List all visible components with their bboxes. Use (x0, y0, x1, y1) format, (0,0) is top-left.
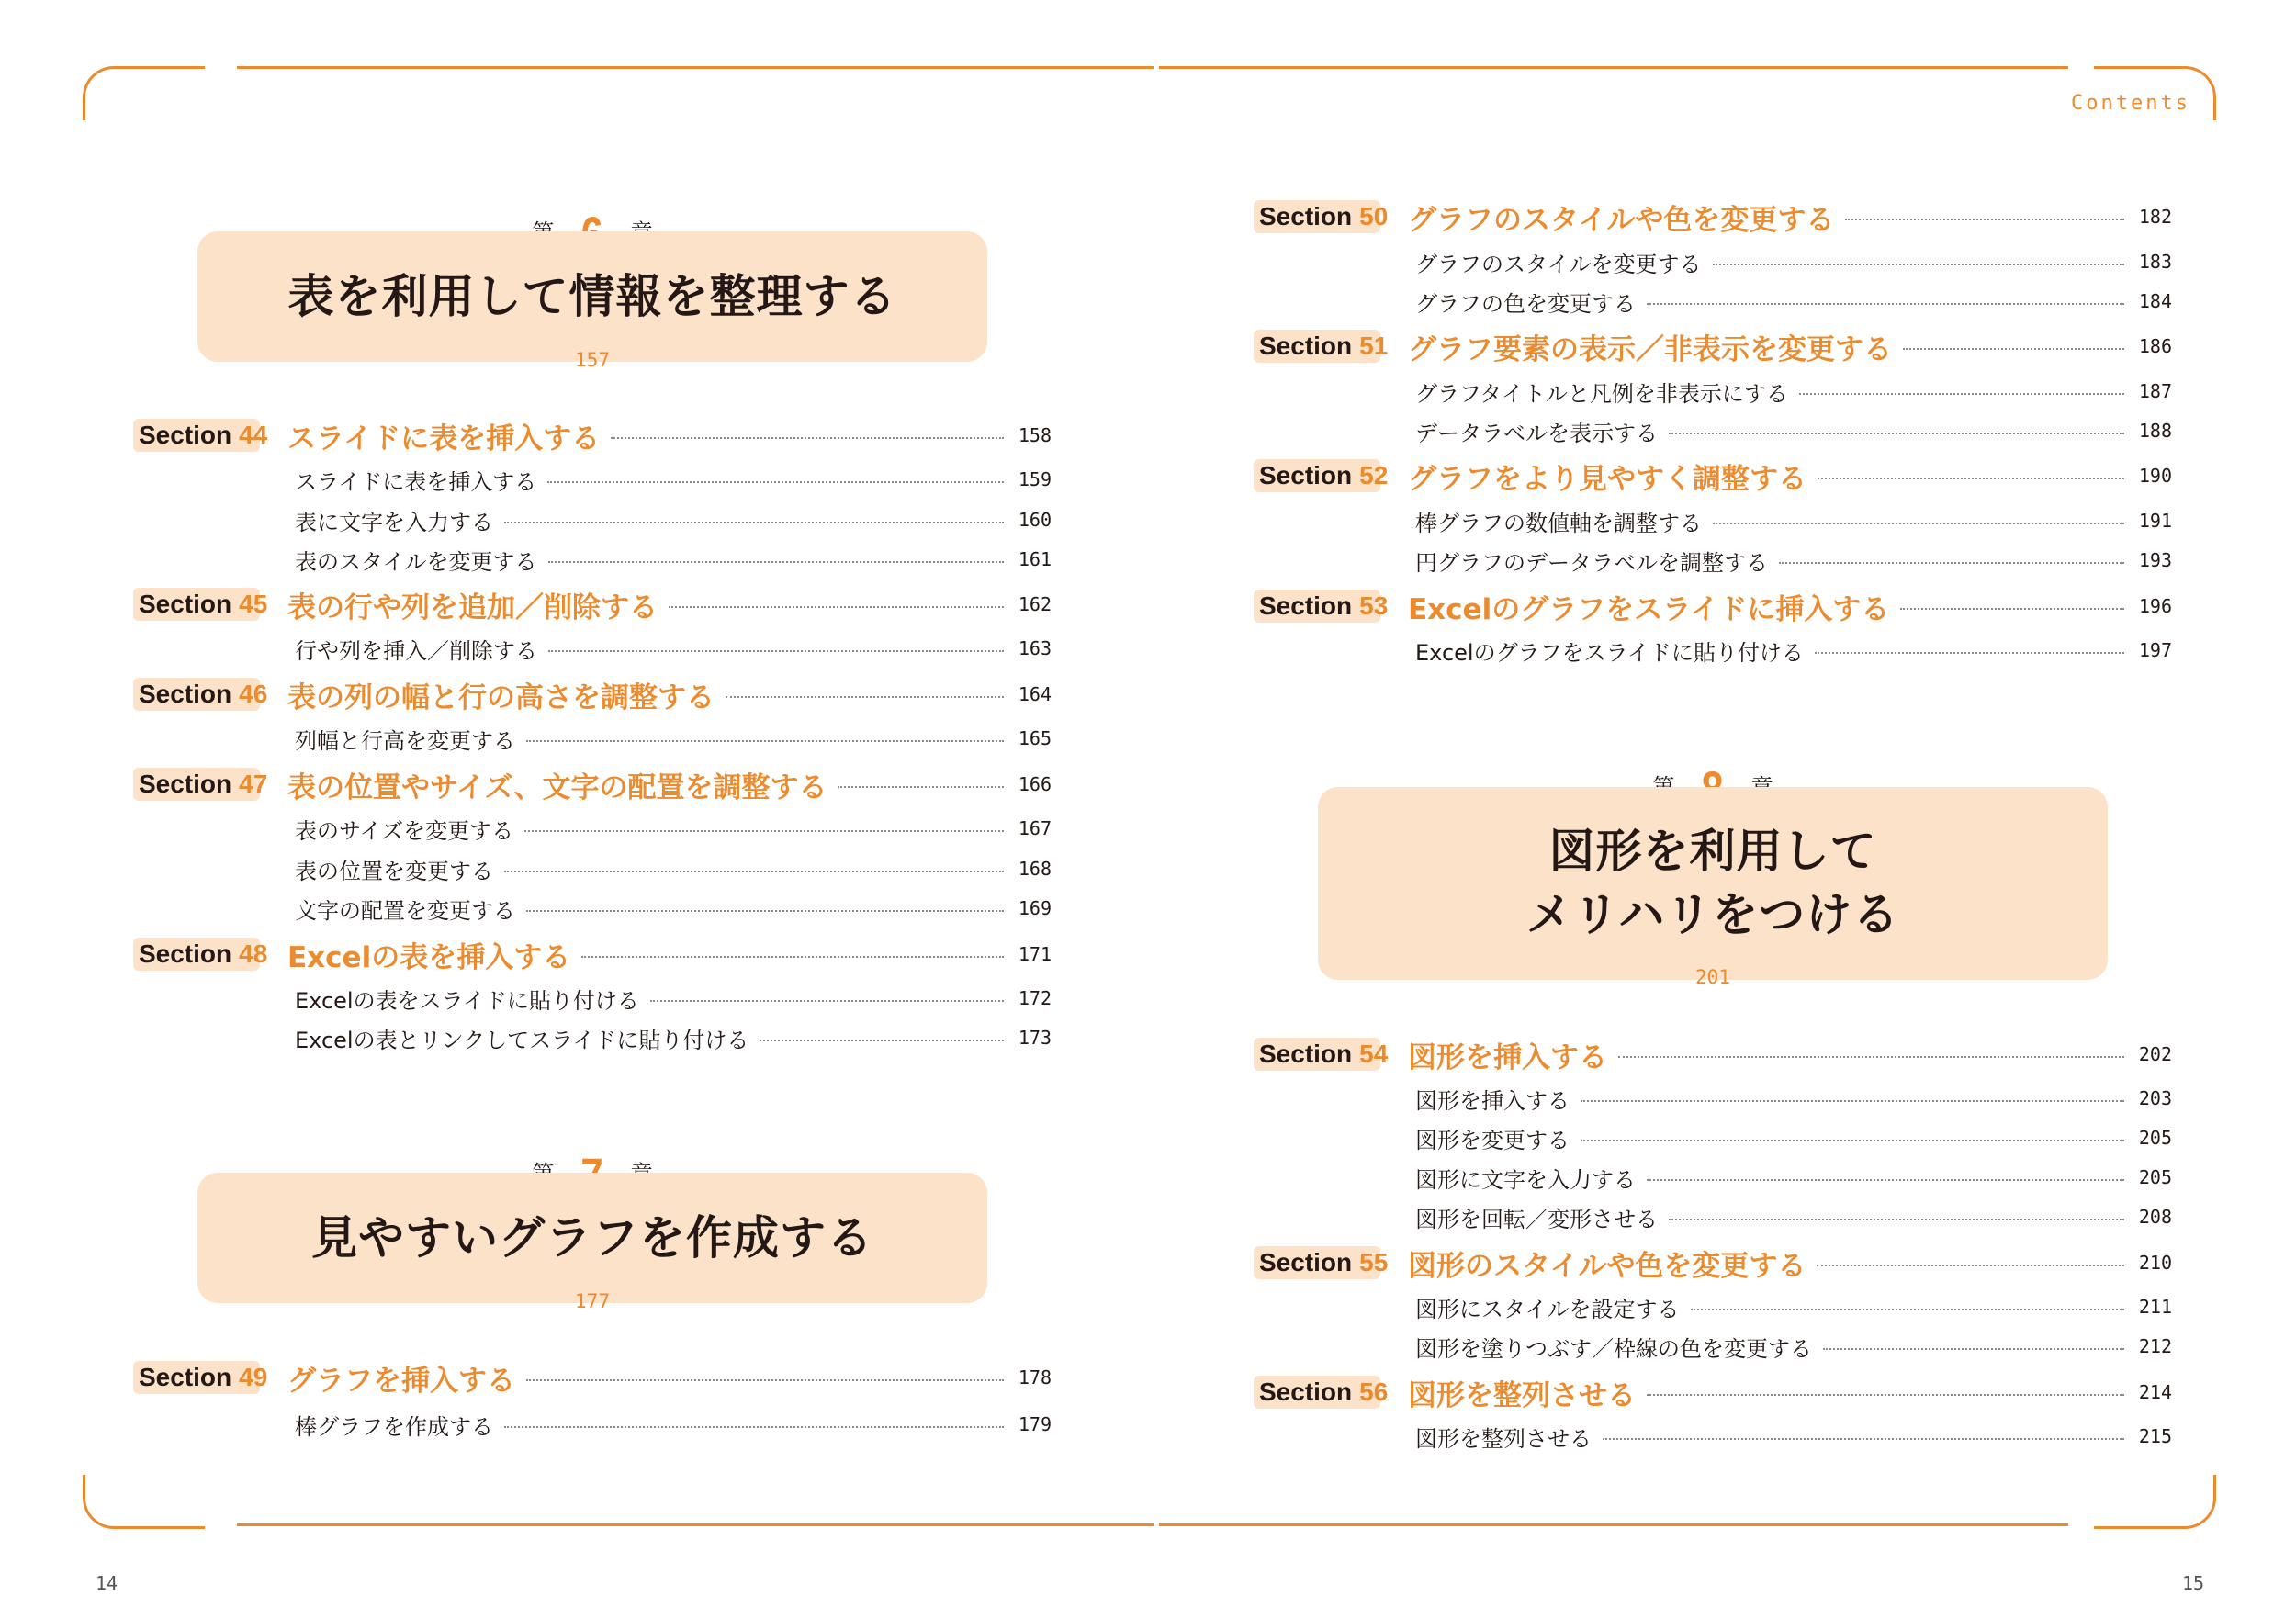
section-word: Section (1259, 1040, 1353, 1068)
section-tag (133, 1361, 268, 1394)
chapter-title-box (197, 231, 987, 362)
dot-leader (1799, 393, 2124, 395)
frame-corner-bottom-right (2094, 1475, 2216, 1529)
dot-leader (726, 696, 1004, 698)
section-number: 45 (239, 590, 268, 618)
dot-leader (1647, 303, 2124, 305)
toc-section-row[interactable] (1254, 1036, 2172, 1073)
section-number: 50 (1359, 202, 1389, 230)
dot-leader (1581, 1140, 2124, 1141)
toc-item-row[interactable] (1254, 1198, 2172, 1235)
item-title: 図形に文字を入力する (1415, 1166, 1636, 1193)
item-title: 表のスタイルを変更する (295, 548, 537, 575)
dot-leader (548, 650, 1004, 652)
section-word: Section (139, 680, 232, 708)
section-word: Section (139, 770, 232, 798)
page-ref: 164 (1018, 683, 1052, 705)
page-ref: 203 (2138, 1087, 2172, 1109)
item-title: 図形を整列させる (1415, 1425, 1592, 1452)
item-title: Excelの表をスライドに貼り付ける (295, 987, 639, 1014)
section-word: Section (1259, 202, 1353, 230)
section-tag (1254, 1246, 1389, 1279)
section-word: Section (139, 421, 232, 449)
item-title: 列幅と行高を変更する (295, 727, 515, 754)
contents-label: Contents (2071, 92, 2190, 115)
toc-item-row[interactable] (1254, 243, 2172, 280)
section-number: 46 (239, 680, 268, 708)
dot-leader (1713, 264, 2124, 265)
item-title: Excelのグラフをスライドに貼り付ける (1415, 639, 1804, 666)
item-title: 表に文字を入力する (295, 509, 493, 535)
page-ref: 214 (2138, 1381, 2172, 1403)
frame-rule-bottom-right (1159, 1523, 2068, 1526)
toc-item-row[interactable] (133, 890, 1052, 927)
page-ref: 161 (1018, 548, 1052, 570)
dot-leader (526, 1379, 1004, 1381)
section-number: 44 (239, 421, 268, 449)
page-ref: 202 (2138, 1043, 2172, 1065)
frame-corner-top-left (83, 66, 205, 120)
section-word: Section (139, 1363, 232, 1391)
item-title: 図形にスタイルを設定する (1415, 1296, 1680, 1322)
page-ref: 162 (1018, 593, 1052, 615)
section-title: 表の位置やサイズ、文字の配置を調整する (287, 770, 827, 804)
dot-leader (548, 561, 1004, 563)
toc-section-row[interactable] (1254, 198, 2172, 235)
page-ref: 158 (1018, 424, 1052, 446)
page-ref: 187 (2138, 380, 2172, 402)
toc-item-row[interactable] (133, 501, 1052, 538)
toc-section-row[interactable] (133, 766, 1052, 803)
toc-item-row[interactable] (1254, 1080, 2172, 1117)
dot-leader (1669, 433, 2124, 434)
dot-leader (1581, 1100, 2124, 1102)
dot-leader (524, 830, 1004, 832)
chapter-title-line-1: 図形を利用して (1548, 825, 1877, 878)
item-title: グラフタイトルと凡例を非表示にする (1415, 380, 1788, 407)
toc-section-row[interactable] (1254, 588, 2172, 624)
toc-item-row[interactable] (1254, 1159, 2172, 1196)
toc-section-row[interactable] (1254, 1244, 2172, 1281)
toc-item-row[interactable] (1254, 632, 2172, 669)
item-title: 表の位置を変更する (295, 858, 493, 884)
chapter-title-box (1318, 787, 2108, 980)
page-ref: 178 (1018, 1366, 1052, 1389)
page-ref: 186 (2138, 335, 2172, 357)
chapter-page: 201 (1695, 966, 1730, 988)
item-title: スライドに表を挿入する (295, 468, 537, 495)
page-ref: 171 (1018, 943, 1052, 965)
section-tag (133, 678, 268, 711)
item-title: 表のサイズを変更する (295, 817, 514, 844)
dot-leader (611, 437, 1004, 439)
dot-leader (760, 1040, 1004, 1041)
section-number: 55 (1359, 1248, 1389, 1276)
dot-leader (1647, 1394, 2124, 1396)
dot-leader (1818, 478, 2124, 479)
frame-rule-bottom-left (237, 1523, 1154, 1526)
section-title: 表の列の幅と行の高さを調整する (287, 680, 715, 714)
frame-rule-top-left (237, 66, 1154, 69)
page-ref: 193 (2138, 549, 2172, 571)
item-title: 図形を塗りつぶす／枠線の色を変更する (1415, 1335, 1812, 1362)
dot-leader (1713, 523, 2124, 524)
dot-leader (504, 871, 1004, 872)
page-ref: 184 (2138, 290, 2172, 312)
toc-item-row[interactable] (133, 1406, 1052, 1443)
chapter-page: 177 (575, 1290, 610, 1312)
page-ref: 215 (2138, 1425, 2172, 1447)
toc-section-row[interactable] (133, 417, 1052, 454)
section-word: Section (1259, 1248, 1353, 1276)
section-number: 56 (1359, 1377, 1389, 1406)
frame-rule-top-right (1159, 66, 2068, 69)
dot-leader (1669, 1219, 2124, 1220)
toc-section-row[interactable] (133, 676, 1052, 713)
page-ref: 205 (2138, 1166, 2172, 1188)
dot-leader (547, 481, 1004, 483)
page-ref: 190 (2138, 465, 2172, 487)
dot-leader (1845, 219, 2124, 220)
page-ref: 212 (2138, 1335, 2172, 1357)
toc-item-row[interactable] (1254, 502, 2172, 539)
section-word: Section (1259, 1377, 1353, 1406)
item-title: グラフのスタイルを変更する (1415, 251, 1702, 277)
toc-item-row[interactable] (133, 810, 1052, 847)
section-tag (1254, 459, 1389, 492)
page-ref: 211 (2138, 1296, 2172, 1318)
page-ref: 191 (2138, 510, 2172, 532)
toc-item-row[interactable] (133, 541, 1052, 578)
toc-item-row[interactable] (1254, 542, 2172, 579)
dot-leader (669, 606, 1004, 608)
chapter-title-line-2: メリハリをつける (1525, 888, 1900, 941)
page-number-right: 15 (2182, 1572, 2205, 1594)
page-ref: 160 (1018, 509, 1052, 531)
dot-leader (650, 1000, 1004, 1002)
item-title: データラベルを表示する (1415, 420, 1658, 446)
item-title: Excelの表とリンクしてスライドに貼り付ける (295, 1027, 749, 1053)
toc-item-row[interactable] (1254, 1418, 2172, 1455)
section-title: グラフをより見やすく調整する (1408, 462, 1806, 496)
section-title: 表の行や列を追加／削除する (287, 590, 658, 624)
section-tag (133, 588, 268, 621)
section-word: Section (139, 590, 232, 618)
dot-leader (526, 910, 1004, 912)
section-tag (133, 768, 268, 801)
toc-item-row[interactable] (133, 850, 1052, 887)
section-title: グラフ要素の表示／非表示を変更する (1408, 332, 1892, 366)
section-title: スライドに表を挿入する (287, 422, 601, 455)
section-word: Section (1259, 332, 1353, 360)
toc-item-row[interactable] (133, 1019, 1052, 1056)
dot-leader (1815, 652, 2124, 654)
dot-leader (1903, 348, 2124, 350)
section-number: 52 (1359, 461, 1389, 489)
item-title: 行や列を挿入／削除する (295, 637, 537, 664)
page-ref: 167 (1018, 817, 1052, 839)
section-tag (1254, 1376, 1389, 1409)
toc-section-row[interactable] (1254, 328, 2172, 365)
chapter-7-heading (197, 1151, 987, 1316)
toc-item-row[interactable] (1254, 1119, 2172, 1156)
toc-section-row[interactable] (133, 1359, 1052, 1396)
dot-leader (526, 740, 1004, 742)
item-title: 図形を挿入する (1415, 1087, 1570, 1114)
section-title: グラフを挿入する (287, 1364, 515, 1398)
section-tag (133, 938, 268, 971)
page-ref: 208 (2138, 1206, 2172, 1228)
item-title: 棒グラフを作成する (295, 1413, 493, 1440)
section-number: 51 (1359, 332, 1389, 360)
section-word: Section (139, 939, 232, 968)
toc-item-row[interactable] (1254, 412, 2172, 449)
item-title: グラフの色を変更する (1415, 290, 1636, 317)
toc-item-row[interactable] (133, 630, 1052, 667)
toc-item-row[interactable] (133, 980, 1052, 1017)
chapter-6-heading (197, 209, 987, 375)
toc-section-row[interactable] (1254, 457, 2172, 494)
section-number: 48 (239, 939, 268, 968)
page-number-left: 14 (96, 1572, 118, 1594)
chapter-page: 157 (575, 349, 610, 371)
toc-item-row[interactable] (1254, 283, 2172, 320)
section-title: グラフのスタイルや色を変更する (1408, 203, 1835, 237)
page-ref: 179 (1018, 1413, 1052, 1435)
page-ref: 159 (1018, 468, 1052, 490)
section-number: 53 (1359, 591, 1389, 620)
section-tag (1254, 330, 1389, 363)
item-title: 棒グラフの数値軸を調整する (1415, 510, 1702, 536)
page-ref: 183 (2138, 251, 2172, 273)
section-word: Section (1259, 461, 1353, 489)
page-ref: 188 (2138, 420, 2172, 442)
page-ref: 210 (2138, 1252, 2172, 1274)
item-title: 図形を回転／変形させる (1415, 1206, 1658, 1232)
section-title: 図形を整列させる (1408, 1378, 1636, 1412)
page-ref: 172 (1018, 987, 1052, 1009)
chapter-8-heading (1318, 764, 2108, 994)
section-tag (1254, 200, 1389, 233)
section-number: 47 (239, 770, 268, 798)
dot-leader (581, 956, 1004, 958)
dot-leader (1823, 1348, 2124, 1350)
toc-section-row[interactable] (133, 586, 1052, 623)
page-ref: 169 (1018, 897, 1052, 919)
section-tag (1254, 590, 1389, 623)
dot-leader (1817, 1265, 2124, 1266)
page-ref: 163 (1018, 637, 1052, 659)
dot-leader (504, 522, 1004, 523)
page-ref: 166 (1018, 773, 1052, 795)
page-ref: 173 (1018, 1027, 1052, 1049)
page-ref: 165 (1018, 727, 1052, 749)
dot-leader (1603, 1438, 2124, 1440)
page-ref: 205 (2138, 1127, 2172, 1149)
item-title: 図形を変更する (1415, 1127, 1570, 1153)
chapter-title-box (197, 1173, 987, 1303)
chapter-title: 見やすいグラフを作成する (311, 1210, 873, 1265)
section-title: Excelのグラフをスライドに挿入する (1408, 592, 1890, 626)
dot-leader (838, 786, 1004, 788)
toc-item-row[interactable] (133, 461, 1052, 498)
toc-item-row[interactable] (1254, 373, 2172, 410)
section-word: Section (1259, 591, 1353, 620)
item-title: 円グラフのデータラベルを調整する (1415, 549, 1768, 576)
section-tag (133, 419, 268, 452)
page-ref: 196 (2138, 595, 2172, 617)
section-number: 54 (1359, 1040, 1389, 1068)
toc-section-row[interactable] (133, 936, 1052, 973)
page-ref: 182 (2138, 206, 2172, 228)
dot-leader (1647, 1179, 2124, 1181)
toc-section-row[interactable] (1254, 1374, 2172, 1411)
dot-leader (1691, 1309, 2124, 1310)
section-tag (1254, 1038, 1389, 1071)
dot-leader (1779, 562, 2124, 564)
dot-leader (1900, 608, 2124, 610)
toc-item-row[interactable] (133, 720, 1052, 757)
section-title: Excelの表を挿入する (287, 940, 571, 974)
dot-leader (1618, 1056, 2124, 1058)
toc-item-row[interactable] (1254, 1328, 2172, 1365)
toc-item-row[interactable] (1254, 1288, 2172, 1325)
frame-corner-bottom-left (83, 1475, 205, 1529)
chapter-title: 表を利用して情報を整理する (287, 269, 897, 323)
page-ref: 197 (2138, 639, 2172, 661)
page-ref: 168 (1018, 858, 1052, 880)
section-title: 図形を挿入する (1408, 1040, 1607, 1074)
section-number: 49 (239, 1363, 268, 1391)
section-title: 図形のスタイルや色を変更する (1408, 1249, 1806, 1283)
dot-leader (504, 1426, 1004, 1428)
item-title: 文字の配置を変更する (295, 897, 515, 924)
